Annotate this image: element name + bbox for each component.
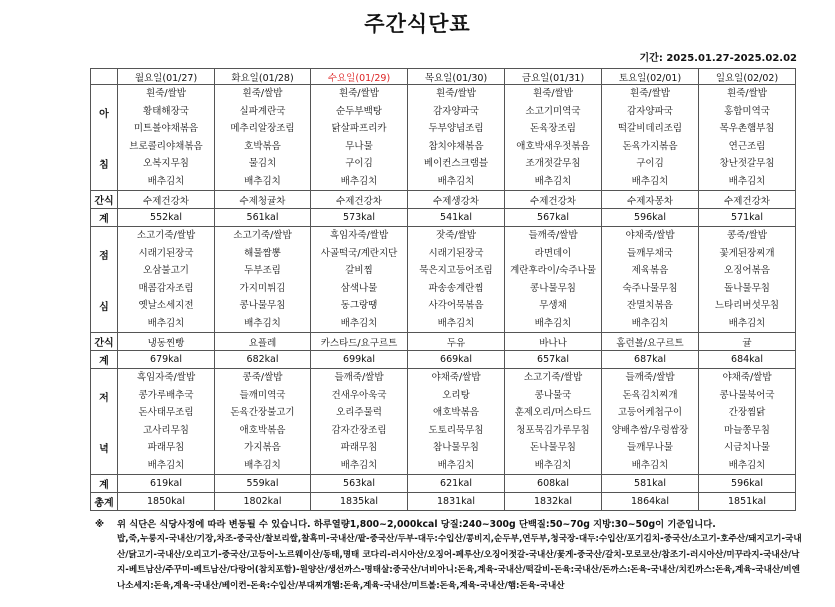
menu-item: 오삼불고기 (143, 265, 189, 276)
menu-item: 오복지무침 (143, 158, 189, 169)
breakfast-cell (215, 85, 311, 191)
menu-item: 배추김치 (534, 175, 572, 187)
dinner-cell (118, 369, 215, 475)
menu-item: 배추김치 (437, 317, 475, 329)
lunch-cell (699, 227, 796, 333)
snack1-cell: 수제건강차 (505, 191, 602, 209)
menu-item: 배추김치 (728, 175, 766, 187)
menu-item: 배추김치 (631, 175, 669, 187)
total2-cell: 669kal (408, 351, 505, 369)
menu-item: 순두부백탕 (336, 105, 382, 117)
menu-item: 브로콜리야채볶음 (129, 140, 203, 152)
menu-item: 구이김 (636, 158, 664, 169)
menu-item: 흰죽/쌀밥 (436, 88, 476, 99)
row-label-char: 저 (99, 392, 109, 404)
menu-item: 떡갈비데리조림 (617, 123, 683, 134)
total2-cell: 687kal (602, 351, 699, 369)
total2-cell: 682kal (215, 351, 311, 369)
day-header-fri: 금요일(01/31) (505, 69, 602, 85)
menu-item: 황태해장국 (143, 105, 189, 117)
menu-period: 기간: 2025.01.27-2025.02.02 (639, 53, 797, 64)
snack1-cell: 수제건강차 (118, 191, 215, 209)
menu-item: 돈사태무조림 (138, 407, 194, 418)
row-label: 총계 (91, 493, 118, 511)
menu-item: 흰죽/쌀밥 (630, 88, 670, 99)
menu-item: 오리탕 (442, 389, 470, 401)
row-label (91, 369, 118, 475)
row-label-char: 심 (99, 301, 109, 313)
dinner-cell (311, 369, 408, 475)
menu-item: 소고기죽/쌀밥 (523, 372, 583, 383)
menu-item: 흰죽/쌀밥 (339, 88, 379, 99)
snack2-cell: 홈런볼/요구르트 (602, 333, 699, 351)
menu-item: 배추김치 (534, 459, 572, 471)
total1-cell: 541kal (408, 209, 505, 227)
row-label (91, 85, 118, 191)
menu-item: 배추김치 (147, 175, 185, 187)
menu-item: 콩나물무침 (530, 282, 576, 294)
menu-item: 들깨무채국 (627, 247, 673, 259)
dinner-row (91, 369, 796, 475)
snack2-cell: 요플레 (215, 333, 311, 351)
menu-item: 배추김치 (340, 175, 378, 187)
dinner-cell (215, 369, 311, 475)
menu-item: 감자간장조림 (331, 424, 387, 436)
menu-item: 배추김치 (631, 317, 669, 329)
menu-item: 소고기미역국 (525, 105, 581, 117)
grand-cell: 1832kal (505, 493, 602, 511)
dinner-cell (699, 369, 796, 475)
breakfast-cell (311, 85, 408, 191)
menu-item: 잔멸치볶음 (627, 300, 673, 311)
lunch-cell (311, 227, 408, 333)
row-label-char: 녁 (99, 443, 109, 455)
menu-item: 메추리알장조림 (230, 123, 295, 134)
grand-cell: 1831kal (408, 493, 505, 511)
total1-cell: 552kal (118, 209, 215, 227)
row-label: 간식 (91, 333, 118, 351)
menu-item: 배추김치 (147, 459, 185, 471)
row-label-char: 아 (99, 108, 109, 120)
menu-item: 미트볼야채볶음 (133, 123, 199, 134)
menu-item: 흑임자죽/쌀밥 (329, 230, 389, 241)
menu-item: 오리주물럭 (336, 407, 382, 418)
total1-cell: 596kal (602, 209, 699, 227)
menu-item: 배추김치 (244, 459, 281, 471)
dinner-cell (505, 369, 602, 475)
menu-item: 배추김치 (340, 459, 378, 471)
menu-item: 애호박볶음 (239, 424, 286, 436)
menu-item: 들깨무나물 (627, 442, 673, 453)
menu-item: 두부조림 (244, 265, 281, 276)
menu-item: 돈나물무침 (530, 442, 576, 453)
menu-item: 감자양파국 (433, 105, 479, 117)
menu-item: 콩나물북어국 (719, 389, 775, 401)
menu-item: 해물짬뽕 (244, 247, 281, 259)
total2-cell: 699kal (311, 351, 408, 369)
snack2-cell: 냉동찐빵 (118, 333, 215, 351)
menu-item: 실파계란국 (239, 105, 286, 117)
menu-item: 매콤감자조림 (138, 282, 194, 294)
menu-item: 닭살파프리카 (331, 123, 387, 134)
menu-item: 가지볶음 (244, 442, 281, 453)
menu-item: 애호박새우젓볶음 (516, 140, 590, 152)
snack1-cell: 수제건강차 (311, 191, 408, 209)
menu-item: 배추김치 (244, 317, 281, 329)
lunch-cell (215, 227, 311, 333)
total2-cell: 657kal (505, 351, 602, 369)
total3-cell: 559kal (215, 475, 311, 493)
day-header-thu: 목요일(01/30) (408, 69, 505, 85)
snack1-cell: 수제자몽차 (602, 191, 699, 209)
row-label: 계 (91, 351, 118, 369)
grand-cell: 1835kal (311, 493, 408, 511)
menu-item: 흰죽/쌀밥 (533, 88, 573, 99)
grand-cell: 1864kal (602, 493, 699, 511)
snack1-cell: 수제청귤차 (215, 191, 311, 209)
menu-item: 돈육간장불고기 (230, 407, 295, 418)
menu-item: 구이김 (345, 158, 373, 169)
breakfast-cell (118, 85, 215, 191)
menu-item: 청포묵김가루무침 (516, 424, 590, 436)
menu-item: 호박볶음 (244, 140, 281, 152)
menu-item: 배추김치 (631, 459, 669, 471)
menu-item: 돈육가지볶음 (622, 140, 678, 152)
menu-item: 제육볶음 (631, 265, 669, 276)
total1-cell: 567kal (505, 209, 602, 227)
lunch-cell (505, 227, 602, 333)
grand-cell: 1851kal (699, 493, 796, 511)
menu-item: 들깨죽/쌀밥 (334, 372, 384, 383)
menu-item: 잣죽/쌀밥 (436, 230, 476, 241)
menu-item: 파래무침 (147, 442, 185, 453)
menu-item: 배추김치 (437, 175, 475, 187)
menu-item: 소고기죽/쌀밥 (136, 230, 196, 241)
dinner-cell (408, 369, 505, 475)
menu-item: 마늘쫑무침 (724, 424, 770, 436)
menu-item: 들깨미역국 (239, 389, 286, 401)
menu-item: 느타리버섯무침 (714, 300, 780, 311)
menu-item: 동그랑땡 (340, 300, 378, 311)
menu-item: 배추김치 (340, 317, 378, 329)
total1-row (91, 209, 796, 227)
menu-item: 콩가루배추국 (138, 389, 194, 401)
menu-item: 흰죽/쌀밥 (146, 88, 186, 99)
corner-cell (91, 69, 118, 85)
lunch-row (91, 227, 796, 333)
menu-item: 배추김치 (244, 175, 281, 187)
total3-cell: 596kal (699, 475, 796, 493)
menu-item: 참치야채볶음 (428, 140, 484, 152)
total3-cell: 619kal (118, 475, 215, 493)
menu-item: 시래기된장국 (138, 247, 194, 259)
total1-cell: 573kal (311, 209, 408, 227)
snack1-cell: 수제생강차 (408, 191, 505, 209)
menu-item: 배추김치 (534, 317, 572, 329)
menu-item: 두부양념조림 (428, 123, 484, 134)
menu-item: 콩나물국 (534, 389, 572, 401)
total3-row (91, 475, 796, 493)
menu-item: 조개젓갈무침 (525, 158, 581, 169)
menu-item: 창난젓갈무침 (719, 158, 775, 169)
menu-item: 꽃게된장찌개 (719, 247, 775, 259)
snack2-cell: 카스타드/요구르트 (311, 333, 408, 351)
menu-item: 콩나물무침 (239, 300, 286, 311)
lunch-cell (118, 227, 215, 333)
menu-item: 배추김치 (437, 459, 475, 471)
total2-row (91, 351, 796, 369)
menu-item: 홍합미역국 (724, 105, 770, 117)
weekly-menu-table (90, 68, 796, 511)
menu-item: 돈육장조림 (530, 123, 576, 134)
menu-item: 고사리무침 (143, 424, 189, 436)
day-header-tue: 화요일(01/28) (215, 69, 311, 85)
row-label: 계 (91, 475, 118, 493)
row-label (91, 227, 118, 333)
day-header-wed: 수요일(01/29) (311, 69, 408, 85)
note-star: ※ (95, 519, 105, 530)
menu-item: 콩죽/쌀밥 (242, 372, 283, 383)
menu-item: 흑임자죽/쌀밥 (136, 372, 196, 383)
menu-item: 옛날소세지전 (138, 300, 194, 311)
menu-item: 소고기죽/쌀밥 (233, 230, 292, 241)
menu-item: 목우촌햄부침 (719, 123, 775, 134)
menu-item: 라면데이 (534, 247, 572, 259)
snack2-cell: 바나나 (505, 333, 602, 351)
snack2-row (91, 333, 796, 351)
breakfast-cell (699, 85, 796, 191)
menu-item: 사골떡국/계란지단 (320, 247, 398, 259)
row-label: 간식 (91, 191, 118, 209)
breakfast-cell (408, 85, 505, 191)
lunch-cell (602, 227, 699, 333)
grand-cell: 1850kal (118, 493, 215, 511)
menu-item: 콩죽/쌀밥 (727, 230, 767, 241)
menu-item: 간장찜닭 (728, 407, 766, 418)
total3-cell: 581kal (602, 475, 699, 493)
menu-item: 도토리묵무침 (428, 424, 484, 436)
snack2-cell: 두유 (408, 333, 505, 351)
menu-item: 배추김치 (728, 317, 766, 329)
total1-cell: 571kal (699, 209, 796, 227)
menu-item: 파래무침 (340, 442, 378, 453)
menu-item: 건새우아욱국 (331, 389, 387, 401)
menu-item: 오징어볶음 (724, 265, 770, 276)
menu-item: 가지미튀김 (239, 282, 286, 294)
menu-item: 들깨죽/쌀밥 (625, 372, 675, 383)
menu-item: 물김치 (248, 158, 277, 169)
menu-item: 묵은지고등어조림 (419, 265, 493, 276)
menu-item: 흰죽/쌀밥 (242, 88, 283, 99)
menu-item: 감자양파국 (627, 105, 673, 117)
total3-cell: 608kal (505, 475, 602, 493)
origin-info: 밥,죽,누룽지-국내산/기장,차조-중국산/찰보리쌀,찰흑미-국내산/팥-중국산/두부-대두:수입산/콩비지,순두부,연두부,청국장-대두:수입산/포기김치-중국산/소고기-호주산/돼지고기-국내산/닭고기-국내산/오리고기-중국산/고등어-노르웨이산/동태,명태 코다리-러시아산/오징어-페루산/오징어젓갈-국내산/꽃게-중국산/갈치-모로코산/참조기-러시아산/미꾸라지-국내산/낙지-베트남산/주꾸미-베트남산/다랑어(참치포함)-원양산/생선까스-명태살:중국산/너비아니:돈육,계육-국내산/떡갈비-돈육:국내산/돈까스:돈육-국내산/치킨까스:돈육,계육-국내산/비엔나소세지:돈육,계육-국내산/베이컨-돈육:수입산/부대찌개햄:돈육,계육-국내산/미트볼:돈육,계육-국내산/햄:돈육-국내산 (117, 534, 802, 591)
snack1-cell: 수제건강차 (699, 191, 796, 209)
row-label-char: 침 (99, 159, 109, 171)
menu-item: 베이컨스크램블 (423, 158, 489, 169)
menu-item: 시래기된장국 (428, 247, 484, 259)
menu-item: 갈비찜 (345, 265, 373, 276)
menu-item: 야채죽/쌀밥 (625, 230, 675, 241)
menu-note (95, 516, 716, 530)
day-header-sun: 일요일(02/02) (699, 69, 796, 85)
menu-item: 야채죽/쌀밥 (722, 372, 772, 383)
total2-cell: 684kal (699, 351, 796, 369)
total3-cell: 621kal (408, 475, 505, 493)
breakfast-row (91, 85, 796, 191)
total2-cell: 679kal (118, 351, 215, 369)
day-header-mon: 월요일(01/27) (118, 69, 215, 85)
menu-item: 흰죽/쌀밥 (727, 88, 767, 99)
menu-item: 무나물 (345, 140, 373, 152)
row-label-char: 점 (99, 250, 109, 262)
menu-item: 훈제오리/머스타드 (514, 407, 592, 418)
note-text: 위 식단은 식당사정에 따라 변동될 수 있습니다. 하루열량1,800~2,000kcal 당질:240~300g 단백질:50~70g 지방:30~50g이 기준입니다. (117, 519, 716, 530)
menu-item: 시금치나물 (724, 442, 770, 453)
snack2-cell: 귤 (699, 333, 796, 351)
page-title: 주간식단표 (364, 12, 471, 36)
menu-item: 들깨죽/쌀밥 (528, 230, 578, 241)
menu-item: 고등어케첩구이 (617, 407, 683, 418)
row-label: 계 (91, 209, 118, 227)
breakfast-cell (602, 85, 699, 191)
menu-item: 돈육김치찌개 (622, 389, 678, 401)
total1-cell: 561kal (215, 209, 311, 227)
menu-item: 배추김치 (147, 317, 185, 329)
total3-cell: 563kal (311, 475, 408, 493)
breakfast-cell (505, 85, 602, 191)
menu-item: 애호박볶음 (433, 407, 479, 418)
menu-item: 연근조림 (728, 140, 766, 152)
menu-item: 양배추쌈/우렁쌈장 (611, 424, 689, 436)
menu-item: 파송송계란찜 (428, 282, 484, 294)
menu-item: 배추김치 (728, 459, 766, 471)
menu-item: 사각어묵볶음 (428, 300, 484, 311)
dinner-cell (602, 369, 699, 475)
menu-item: 계란후라이/숙주나물 (510, 265, 596, 276)
menu-item: 삼색나물 (340, 282, 378, 294)
grand-row (91, 493, 796, 511)
grand-cell: 1802kal (215, 493, 311, 511)
menu-item: 참나물무침 (433, 442, 479, 453)
menu-item: 돌나물무침 (724, 282, 770, 294)
menu-item: 야채죽/쌀밥 (431, 372, 481, 383)
lunch-cell (408, 227, 505, 333)
menu-item: 숙주나물무침 (622, 282, 678, 294)
day-header-sat: 토요일(02/01) (602, 69, 699, 85)
menu-item: 무생채 (539, 300, 567, 311)
snack1-row (91, 191, 796, 209)
